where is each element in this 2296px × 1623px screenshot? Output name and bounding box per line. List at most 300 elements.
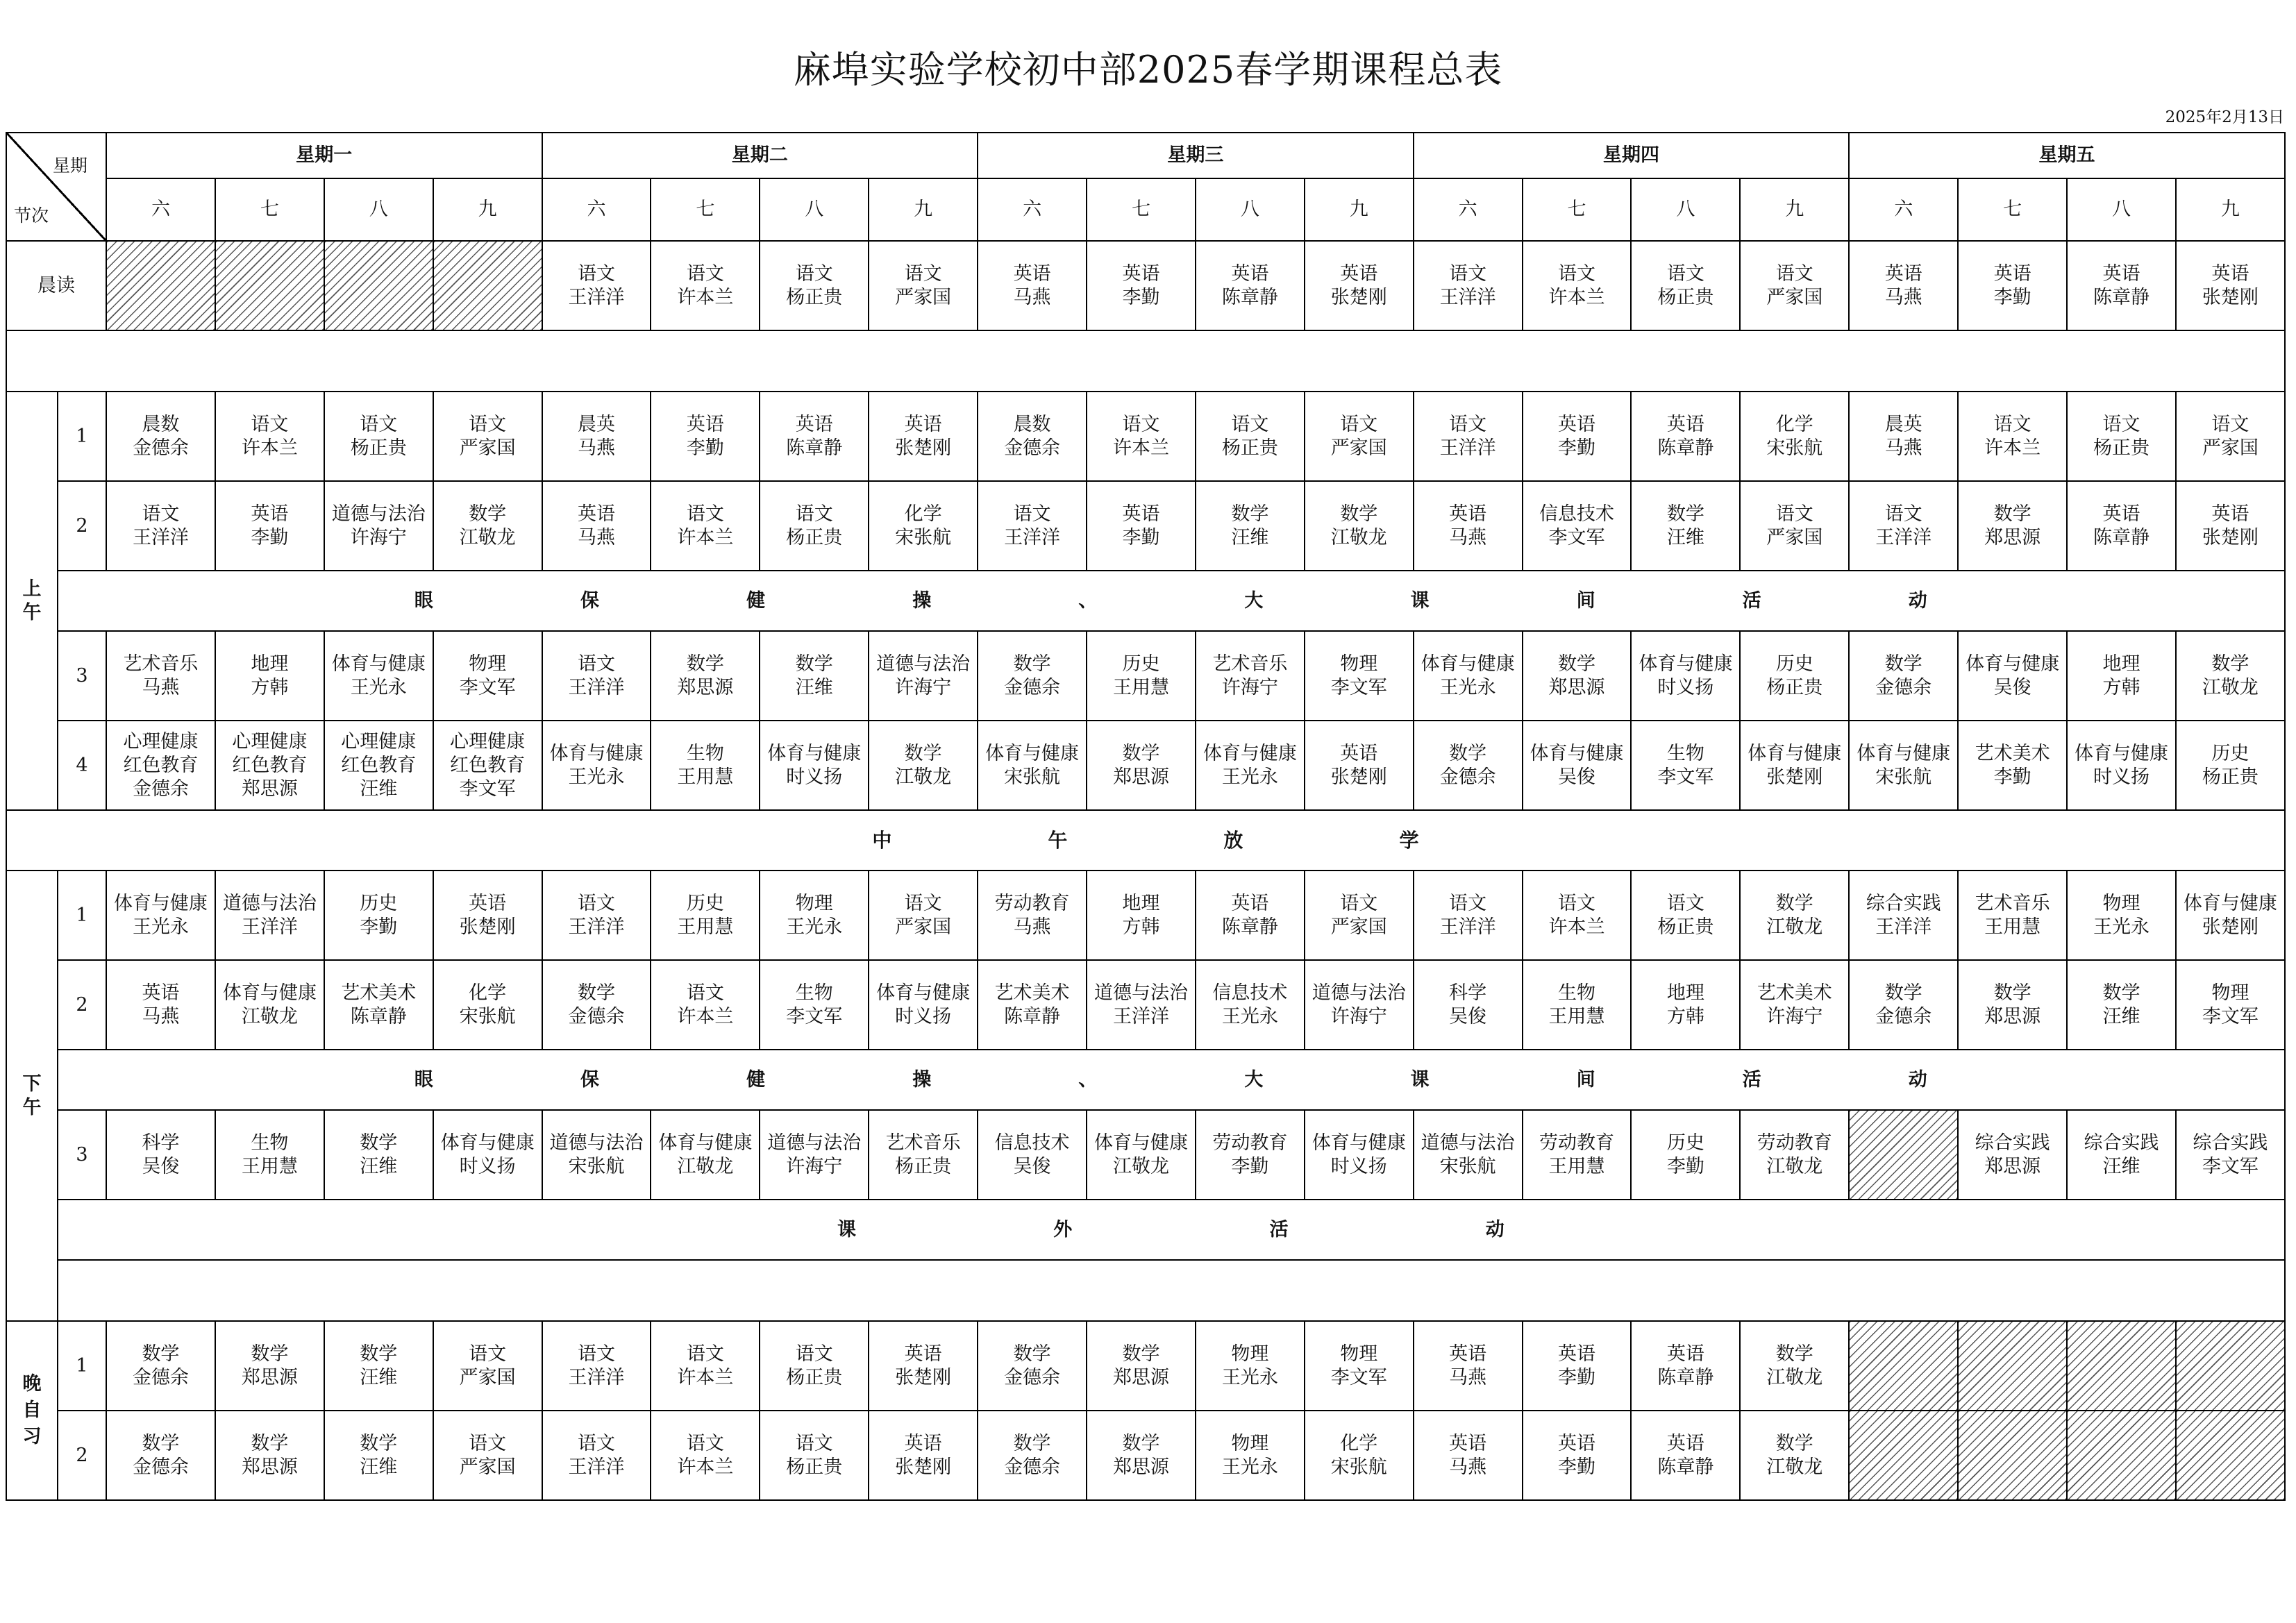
class-cell	[2067, 392, 2176, 481]
class-cell	[1523, 481, 1632, 571]
class-cell	[1631, 1411, 1740, 1500]
class-cell	[433, 1110, 542, 1200]
forenoon-period-row	[6, 392, 2285, 481]
course-name: 科学	[142, 1132, 180, 1154]
course-name: 历史	[686, 892, 724, 914]
class-cell	[1631, 1110, 1740, 1200]
class-cell	[651, 241, 760, 330]
course-name: 晨数	[1013, 413, 1051, 435]
course-name: 劳动教育	[1757, 1132, 1832, 1154]
teacher-name: 时义扬	[2093, 766, 2150, 788]
grade-header: 八	[324, 178, 433, 241]
class-cell	[1740, 481, 1849, 571]
course-name: 物理	[1340, 1343, 1378, 1365]
course-name: 数学	[360, 1132, 398, 1154]
class-cell	[1196, 1110, 1305, 1200]
course-name: 语文	[1666, 262, 1704, 285]
course-name: 语文	[1231, 413, 1269, 435]
course-name: 体育与健康	[331, 653, 426, 675]
class-cell	[1523, 631, 1632, 721]
class-cell	[106, 1321, 215, 1411]
empty-slot	[106, 241, 215, 330]
class-cell	[1740, 1321, 1849, 1411]
course-name: 体育与健康	[440, 1132, 535, 1154]
teacher-name: 许本兰	[677, 526, 734, 548]
teacher-name: 张楚刚	[459, 916, 516, 938]
teacher-name: 杨正贵	[350, 437, 407, 459]
course-name: 英语	[1449, 1343, 1487, 1365]
class-cell	[978, 241, 1087, 330]
course-name: 英语	[578, 503, 615, 525]
teacher-name: 杨正贵	[786, 286, 843, 308]
course-name: 语文	[686, 262, 724, 285]
evening-study-label: 晚 自 习	[6, 1321, 58, 1500]
course-name: 语文	[142, 503, 180, 525]
blank-separator	[58, 1260, 2285, 1321]
class-cell	[1740, 1411, 1849, 1500]
teacher-name: 马燕	[1884, 286, 1922, 308]
teacher-name: 陈章静	[2093, 286, 2150, 308]
forenoon-period-row	[6, 481, 2285, 571]
teacher-name: 陈章静	[1221, 286, 1278, 308]
empty-slot	[324, 241, 433, 330]
teacher-name: 吴俊	[1558, 766, 1596, 788]
course-name: 数学	[2211, 653, 2249, 675]
teacher-name: 郑思源	[677, 676, 734, 698]
teacher-name: 时义扬	[786, 766, 843, 788]
teacher-name: 杨正贵	[1221, 437, 1278, 459]
class-cell	[1849, 241, 1958, 330]
date-label: 2025年2月13日	[2165, 108, 2284, 126]
course-name: 数学	[686, 653, 724, 675]
course-name: 英语	[1449, 503, 1487, 525]
teacher-name: 金德余	[132, 1366, 189, 1388]
teacher-name: 李文军	[1330, 676, 1387, 698]
course-name: 语文	[578, 1432, 615, 1454]
teacher-name: 许本兰	[1548, 286, 1605, 308]
course-name: 体育与健康	[1093, 1132, 1188, 1154]
course-name: 语文	[2102, 413, 2140, 435]
course-name: 语文	[2211, 413, 2249, 435]
class-cell	[1414, 241, 1523, 330]
class-cell	[978, 1411, 1087, 1500]
teacher-name: 郑思源	[1984, 1005, 2041, 1027]
course-name: 体育与健康	[876, 982, 971, 1004]
class-cell	[2176, 721, 2285, 810]
grade-header: 六	[1849, 178, 1958, 241]
class-cell	[1087, 481, 1196, 571]
teacher-name: 吴俊	[1013, 1155, 1051, 1177]
teacher-name: 许海宁	[895, 676, 952, 698]
course-name: 生物	[795, 982, 833, 1004]
course-name: 地理	[2102, 653, 2140, 675]
teacher-name: 李勤	[360, 916, 398, 938]
period-number: 3	[58, 631, 106, 721]
teacher-name: 王光永	[350, 676, 407, 698]
class-cell	[1414, 392, 1523, 481]
teacher-name: 江敬龙	[1330, 526, 1387, 548]
noon-break	[6, 810, 2285, 871]
teacher-name: 王光永	[568, 766, 625, 788]
course-name: 道德与法治	[1093, 982, 1188, 1004]
teacher-name: 王洋洋	[568, 916, 625, 938]
course-name: 体育与健康	[1203, 742, 1297, 764]
course-name: 数学	[142, 1343, 180, 1365]
class-cell	[651, 1411, 760, 1500]
period-number: 4	[58, 721, 106, 810]
class-cell	[542, 1411, 651, 1500]
class-cell	[542, 481, 651, 571]
teacher-name: 王用慧	[1548, 1005, 1605, 1027]
teacher-name: 杨正贵	[1657, 916, 1714, 938]
course-name: 生物	[686, 742, 724, 764]
course-name: 英语	[795, 413, 833, 435]
class-cell	[215, 960, 324, 1050]
class-cell	[1305, 871, 1414, 960]
course-name: 数学	[1884, 653, 1922, 675]
teacher-name: 汪维	[2102, 1005, 2140, 1027]
course-name: 红色教育	[232, 754, 308, 776]
course-name: 英语	[1666, 413, 1704, 435]
teacher-name: 李文军	[2202, 1005, 2259, 1027]
class-cell	[1414, 631, 1523, 721]
class-cell	[651, 1321, 760, 1411]
teacher-name: 许海宁	[350, 526, 407, 548]
class-cell	[106, 481, 215, 571]
course-name: 语文	[1558, 262, 1596, 285]
teacher-name: 严家国	[1766, 526, 1823, 548]
day-axis-label: 星期	[52, 155, 87, 176]
class-cell	[433, 871, 542, 960]
teacher-name: 吴俊	[1449, 1005, 1487, 1027]
course-name: 数学	[1013, 1343, 1051, 1365]
teacher-name: 汪维	[795, 676, 833, 698]
class-cell	[869, 960, 978, 1050]
page-title: 麻埠实验学校初中部2025春学期课程总表	[793, 48, 1503, 92]
grade-header: 八	[1631, 178, 1740, 241]
class-cell	[760, 631, 869, 721]
course-name: 语文	[686, 982, 724, 1004]
class-cell	[1849, 960, 1958, 1050]
course-name: 艺术美术	[341, 982, 417, 1004]
gap-row	[6, 1260, 2285, 1321]
course-name: 劳动教育	[994, 892, 1070, 914]
class-cell	[1305, 960, 1414, 1050]
teacher-name: 马燕	[1449, 1456, 1487, 1478]
class-cell	[433, 392, 542, 481]
class-cell	[2176, 960, 2285, 1050]
class-cell	[760, 960, 869, 1050]
course-name: 综合实践	[2084, 1132, 2159, 1154]
course-name: 体育与健康	[1639, 653, 1733, 675]
course-name: 语文	[1666, 892, 1704, 914]
course-name: 语文	[1775, 503, 1813, 525]
course-name: 物理	[469, 653, 507, 675]
teacher-name: 时义扬	[459, 1155, 516, 1177]
class-cell	[1958, 721, 2067, 810]
class-cell	[1631, 960, 1740, 1050]
course-name: 体育与健康	[1530, 742, 1624, 764]
course-name: 英语	[142, 982, 180, 1004]
course-name: 信息技术	[1539, 503, 1615, 525]
teacher-name: 王用慧	[1548, 1155, 1605, 1177]
class-cell	[1087, 392, 1196, 481]
grade-header: 九	[869, 178, 978, 241]
course-name: 语文	[469, 1432, 507, 1454]
course-name: 体育与健康	[1966, 653, 2060, 675]
morning-reading-row	[6, 241, 2285, 330]
course-name: 语文	[1340, 413, 1378, 435]
blank-separator	[6, 330, 2285, 392]
day-header: 星期二	[542, 133, 978, 178]
course-name: 生物	[251, 1132, 289, 1154]
class-cell	[1414, 1110, 1523, 1200]
teacher-name: 王光永	[1221, 1366, 1278, 1388]
course-name: 红色教育	[450, 754, 526, 776]
period-number: 2	[58, 481, 106, 571]
period-number: 2	[58, 1411, 106, 1500]
teacher-name: 马燕	[578, 526, 615, 548]
grade-header: 六	[978, 178, 1087, 241]
period-number: 1	[58, 871, 106, 960]
teacher-name: 李勤	[251, 526, 289, 548]
teacher-name: 张楚刚	[1330, 286, 1387, 308]
class-cell	[978, 481, 1087, 571]
course-name: 英语	[2102, 503, 2140, 525]
teacher-name: 陈章静	[350, 1005, 407, 1027]
class-cell	[2067, 721, 2176, 810]
course-name: 语文	[578, 892, 615, 914]
teacher-name: 李文军	[459, 777, 516, 800]
teacher-name: 江敬龙	[241, 1005, 298, 1027]
teacher-name: 杨正贵	[1766, 676, 1823, 698]
class-cell	[869, 631, 978, 721]
teacher-name: 李文军	[1548, 526, 1605, 548]
afternoon-period-row	[6, 960, 2285, 1050]
course-name: 数学	[1231, 503, 1269, 525]
course-name: 英语	[1993, 262, 2031, 285]
teacher-name: 宋张航	[568, 1155, 625, 1177]
teacher-name: 许本兰	[677, 286, 734, 308]
course-name: 数学	[1122, 1432, 1160, 1454]
teacher-name: 李勤	[1558, 1366, 1596, 1388]
teacher-name: 张楚刚	[2202, 916, 2259, 938]
class-cell	[1414, 721, 1523, 810]
class-cell	[542, 721, 651, 810]
class-cell	[978, 631, 1087, 721]
class-cell	[978, 1321, 1087, 1411]
course-name: 语文	[1340, 892, 1378, 914]
period-number: 1	[58, 392, 106, 481]
course-name: 英语	[2211, 262, 2249, 285]
course-name: 历史	[1122, 653, 1160, 675]
teacher-name: 许本兰	[677, 1005, 734, 1027]
course-name: 英语	[904, 1432, 942, 1454]
teacher-name: 郑思源	[1112, 1366, 1169, 1388]
class-cell	[2176, 871, 2285, 960]
teacher-name: 王光永	[1221, 1456, 1278, 1478]
extracurricular-text: 课 外 活 动	[837, 1218, 1505, 1241]
class-cell	[433, 1411, 542, 1500]
teacher-name: 时义扬	[895, 1005, 952, 1027]
teacher-name: 金德余	[1004, 1456, 1061, 1478]
class-cell	[433, 960, 542, 1050]
teacher-name: 宋张航	[1766, 437, 1823, 459]
teacher-name: 严家国	[1330, 437, 1387, 459]
grade-header: 七	[1087, 178, 1196, 241]
course-name: 信息技术	[1212, 982, 1288, 1004]
teacher-name: 李勤	[1558, 1456, 1596, 1478]
course-name: 语文	[469, 1343, 507, 1365]
course-name: 数学	[1013, 1432, 1051, 1454]
teacher-name: 李勤	[686, 437, 724, 459]
teacher-name: 李文军	[459, 676, 516, 698]
course-name: 英语	[2102, 262, 2140, 285]
course-name: 物理	[1231, 1343, 1269, 1365]
empty-slot	[1849, 1110, 1958, 1200]
day-header: 星期五	[1849, 133, 2285, 178]
teacher-name: 王用慧	[241, 1155, 298, 1177]
course-name: 数学	[1013, 653, 1051, 675]
teacher-name: 江敬龙	[895, 766, 952, 788]
teacher-name: 王洋洋	[568, 1366, 625, 1388]
grade-header: 九	[2176, 178, 2285, 241]
class-cell	[1523, 1411, 1632, 1500]
class-cell	[1631, 392, 1740, 481]
teacher-name: 王洋洋	[132, 526, 189, 548]
course-name: 道德与法治	[1312, 982, 1406, 1004]
class-cell	[869, 1411, 978, 1500]
course-name: 语文	[904, 262, 942, 285]
teacher-name: 李勤	[1231, 1155, 1269, 1177]
teacher-name: 王用慧	[677, 916, 734, 938]
teacher-name: 方韩	[251, 676, 289, 698]
course-name: 语文	[686, 503, 724, 525]
teacher-name: 王洋洋	[1004, 526, 1061, 548]
teacher-name: 汪维	[1666, 526, 1704, 548]
class-cell	[1414, 1411, 1523, 1500]
teacher-name: 陈章静	[1004, 1005, 1061, 1027]
class-cell	[542, 241, 651, 330]
class-cell	[760, 241, 869, 330]
class-cell	[1414, 1321, 1523, 1411]
course-name: 心理健康	[341, 730, 417, 752]
teacher-name: 李文军	[1657, 766, 1714, 788]
class-cell	[324, 871, 433, 960]
teacher-name: 宋张航	[895, 526, 952, 548]
class-cell	[1196, 241, 1305, 330]
class-cell	[1958, 960, 2067, 1050]
class-cell	[1631, 241, 1740, 330]
course-name: 艺术美术	[994, 982, 1070, 1004]
class-cell	[1631, 631, 1740, 721]
class-cell	[2067, 241, 2176, 330]
class-cell	[1414, 960, 1523, 1050]
course-name: 数学	[795, 653, 833, 675]
class-cell	[1740, 1110, 1849, 1200]
class-cell	[1849, 721, 1958, 810]
course-name: 英语	[1558, 413, 1596, 435]
class-cell	[324, 1321, 433, 1411]
course-name: 生物	[1666, 742, 1704, 764]
class-cell	[1740, 960, 1849, 1050]
teacher-name: 马燕	[142, 1005, 180, 1027]
course-name: 语文	[251, 413, 289, 435]
teacher-name: 许海宁	[1330, 1005, 1387, 1027]
course-name: 体育与健康	[985, 742, 1080, 764]
course-name: 道德与法治	[1421, 1132, 1515, 1154]
course-name: 语文	[795, 1343, 833, 1365]
course-name: 数学	[360, 1432, 398, 1454]
teacher-name: 郑思源	[1548, 676, 1605, 698]
class-cell	[760, 1110, 869, 1200]
teacher-name: 王洋洋	[1439, 437, 1496, 459]
class-cell	[542, 871, 651, 960]
class-cell	[215, 871, 324, 960]
course-name: 英语	[2211, 503, 2249, 525]
class-cell	[433, 1321, 542, 1411]
teacher-name: 郑思源	[241, 1456, 298, 1478]
course-name: 心理健康	[450, 730, 526, 752]
forenoon-label: 上 午	[6, 392, 58, 810]
empty-slot	[2067, 1411, 2176, 1500]
header-corner	[6, 133, 106, 241]
teacher-name: 张楚刚	[895, 1456, 952, 1478]
course-name: 综合实践	[1866, 892, 1941, 914]
course-name: 历史	[2211, 742, 2249, 764]
class-cell	[1958, 241, 2067, 330]
teacher-name: 陈章静	[786, 437, 843, 459]
class-cell	[869, 392, 978, 481]
class-cell	[433, 631, 542, 721]
class-cell	[1523, 392, 1632, 481]
teacher-name: 王光永	[1221, 1005, 1278, 1027]
teacher-name: 汪维	[360, 777, 398, 800]
grade-header: 七	[1958, 178, 2067, 241]
course-name: 数学	[1122, 1343, 1160, 1365]
teacher-name: 许本兰	[1984, 437, 2041, 459]
teacher-name: 郑思源	[1984, 1155, 2041, 1177]
class-cell	[1523, 960, 1632, 1050]
course-name: 英语	[1666, 1343, 1704, 1365]
class-cell	[2176, 241, 2285, 330]
course-name: 化学	[904, 503, 942, 525]
teacher-name: 郑思源	[1112, 766, 1169, 788]
course-name: 历史	[1775, 653, 1813, 675]
class-cell	[1305, 721, 1414, 810]
afternoon-period-row	[6, 871, 2285, 960]
class-cell	[1958, 392, 2067, 481]
course-name: 数学	[469, 503, 507, 525]
class-cell	[1631, 481, 1740, 571]
grade-header: 九	[1305, 178, 1414, 241]
class-cell	[1631, 871, 1740, 960]
class-cell	[2176, 631, 2285, 721]
class-cell	[760, 481, 869, 571]
course-name: 科学	[1449, 982, 1487, 1004]
period-number: 1	[58, 1321, 106, 1411]
course-name: 数学	[904, 742, 942, 764]
teacher-name: 金德余	[1875, 676, 1932, 698]
teacher-name: 王洋洋	[241, 916, 298, 938]
class-cell	[651, 960, 760, 1050]
course-name: 红色教育	[341, 754, 417, 776]
class-cell	[2067, 1110, 2176, 1200]
teacher-name: 吴俊	[142, 1155, 180, 1177]
evening-period-row	[6, 1411, 2285, 1500]
teacher-name: 王洋洋	[1875, 526, 1932, 548]
class-cell	[1196, 1321, 1305, 1411]
